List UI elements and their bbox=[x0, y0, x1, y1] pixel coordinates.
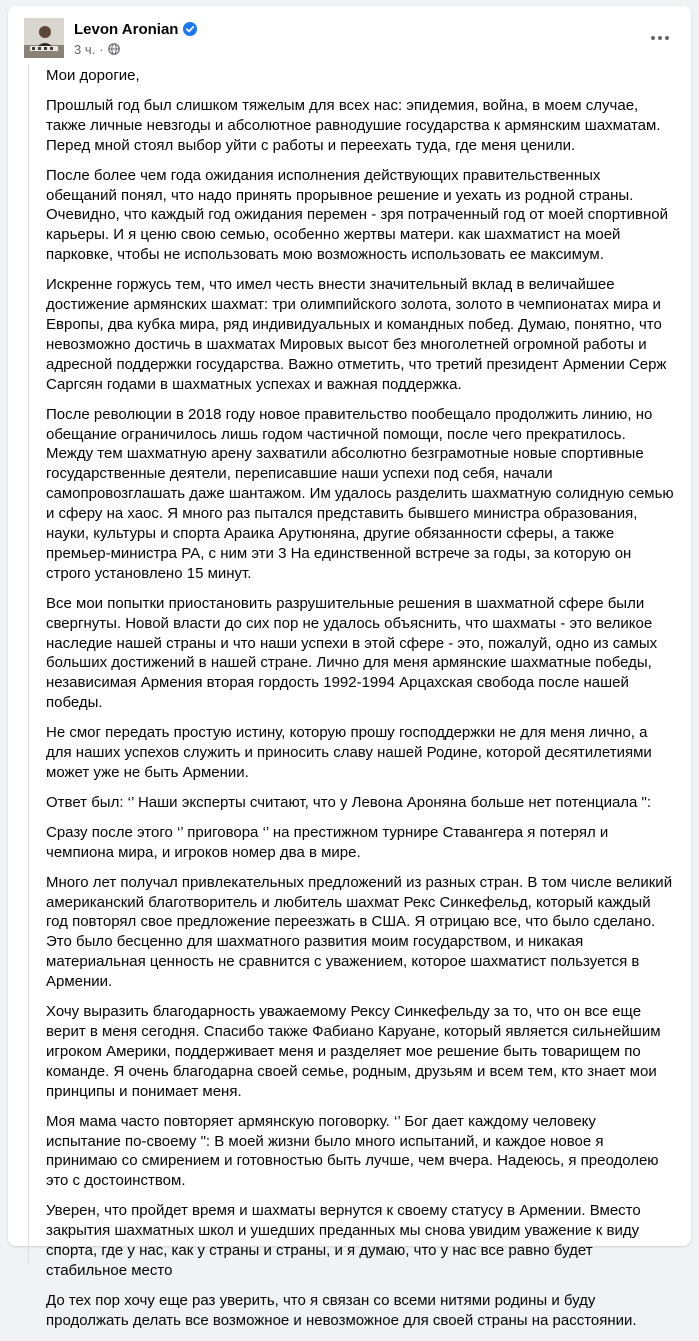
shared-post-frame bbox=[28, 64, 29, 1264]
post-card bbox=[8, 6, 691, 1329]
post-paragraph: Мои дорогие, bbox=[46, 67, 140, 84]
post-header bbox=[8, 6, 691, 64]
avatar-image bbox=[24, 18, 64, 58]
post-paragraph: Сразу после этого ‘’ приговора ‘’ на престижном турнире Ставангера я потерял и чемпиона мира, и игроков номер два в мире. bbox=[46, 823, 609, 861]
post-paragraph: Искренне горжусь тем, что имел честь внести значительный вклад в величайшее достижение армянских шахмат: три олимпийского золота, золото в чемпионатах мира и Европы, два кубка мира, ряд индивидуальных и командных побед. Думаю, понятно, что невозможно достичь в шахматах Мировых высот без многолетней огромной работы и адресной поддержки государства. Важно отметить, что третий президент Армении Серж Саргсян годами в шахматных успехах и важная поддержка. bbox=[46, 276, 667, 393]
post-timestamp[interactable]: 3 ч. bbox=[74, 41, 96, 57]
post-body bbox=[46, 66, 674, 1341]
post-paragraph: После революции в 2018 году новое правительство пообещало продолжить линию, но обещание ограничилось лишь годом частичной помощи, после чего прекратилось. Между тем шахматную арену захватили абсолютно безграмотные новые спортивные государственные деятели, переписавшие наши успехи под себя, начали самопровозглашать даже шантажом. Им удалось разделить шахматную солидную семью и сферу на хаос. Я много раз пытался представить бывшего министра образования, науки, культуры и спорта Араика Арутюняна, другие обязанности сферы, а также премьер-министра РА, с ним эти 3 На единственной встрече за годы, за которую он строго установлено 15 минут. bbox=[46, 405, 674, 582]
verified-badge-icon bbox=[183, 22, 197, 36]
more-options-button[interactable] bbox=[645, 23, 675, 53]
meta-separator: · bbox=[99, 41, 104, 57]
post-paragraph: После более чем года ожидания исполнения действующих правительственных обещаний понял, что надо принять прорывное решение и уехать из родной страны. Очевидно, что каждый год ожидания перемен - зря потраченный год от моей спортивной карьеры. И я ценю свою семью, особенно жертвы матери. как шахматист на моей парковке, чтобы не использовать мою возможность использовать ее максимум. bbox=[46, 166, 669, 264]
post-meta bbox=[74, 41, 120, 57]
post-paragraph: До тех пор хочу еще раз уверить, что я связан со всеми нитями родины и буду продолжать делать все возможное и невозможное для своей страны на расстоянии. bbox=[46, 1291, 637, 1329]
post-paragraph: Ответ был: ‘’ Наши эксперты считают, что у Левона Ароняна больше нет потенциала ": bbox=[46, 793, 652, 811]
post-paragraph: Много лет получал привлекательных предложений из разных стран. В том числе великий американский благотворитель и любитель шахмат Рекс Синкефельд, который каждый год повторял свое предложение переезжать в США. Я отрицаю все, что было сделано. Это было бесценно для шахматного развития моим государством, и никакая материальная ценность не сравнится с уважением, которое шахматист пользуется в Армении. bbox=[46, 873, 673, 991]
post-paragraph: Прошлый год был слишком тяжелым для всех нас: эпидемия, война, в моем случае, также личные невзгоды и абсолютное равнодушие государства к армянским шахматам. Перед мной стоял выбор уйти с работы и переехать туда, где меня ценили. bbox=[46, 96, 661, 154]
more-options-icon bbox=[651, 36, 655, 40]
post-paragraph: Уверен, что пройдет время и шахматы вернутся к своему статусу в Армении. Вместо закрытия шахматных школ и ушедших преданных мы снова увидим уважение к виду спорта, где у нас, как у страны и страны, и я думаю, что у нас все равно будет стабильное место bbox=[46, 1202, 641, 1279]
post-paragraph: Все мои попытки приостановить разрушительные решения в шахматной сфере были свергнуты. Новой власти до сих пор не удалось объяснить, что шахматы - это великое наследие нашей страны и что наши успехи в этой сфере - это, пожалуй, одно из самых больших достижений в нашей стране. Лично для меня армянские шахматные победы, независимая Армения вторая гордость 1992-1994 Арцахская свобода после нашей победы. bbox=[46, 594, 658, 712]
author-name[interactable]: Levon Aronian bbox=[74, 20, 179, 38]
globe-icon[interactable] bbox=[108, 43, 120, 55]
post-paragraph: Моя мама часто повторяет армянскую поговорку. ‘’ Бог дает каждому человеку испытание по-своему ": В моей жизни было много испытаний, и каждое новое я принимаю со смирением и готовностью быть лучше, чем вчера. Надеюсь, я преодолею это с достоинством. bbox=[46, 1112, 659, 1190]
post-paragraph: Хочу выразить благодарность уважаемому Рексу Синкефельду за то, что он все еще верит в меня сегодня. Спасибо также Фабиано Каруане, который является сильнейшим игроком Америки, поддерживает меня и разделяет мое решение быть товарищем по команде. Я очень благодарна своей семье, родным, друзьям и всем тем, кто знает мои принципы и понимает меня. bbox=[46, 1003, 661, 1100]
post-paragraph: Не смог передать простую истину, которую прошу господдержки не для меня лично, а для наших успехов служить и приносить славу нашей Родине, которой десятилетиями может уже не быть Армении. bbox=[46, 724, 652, 781]
avatar[interactable] bbox=[24, 18, 64, 58]
author-line bbox=[74, 19, 197, 39]
